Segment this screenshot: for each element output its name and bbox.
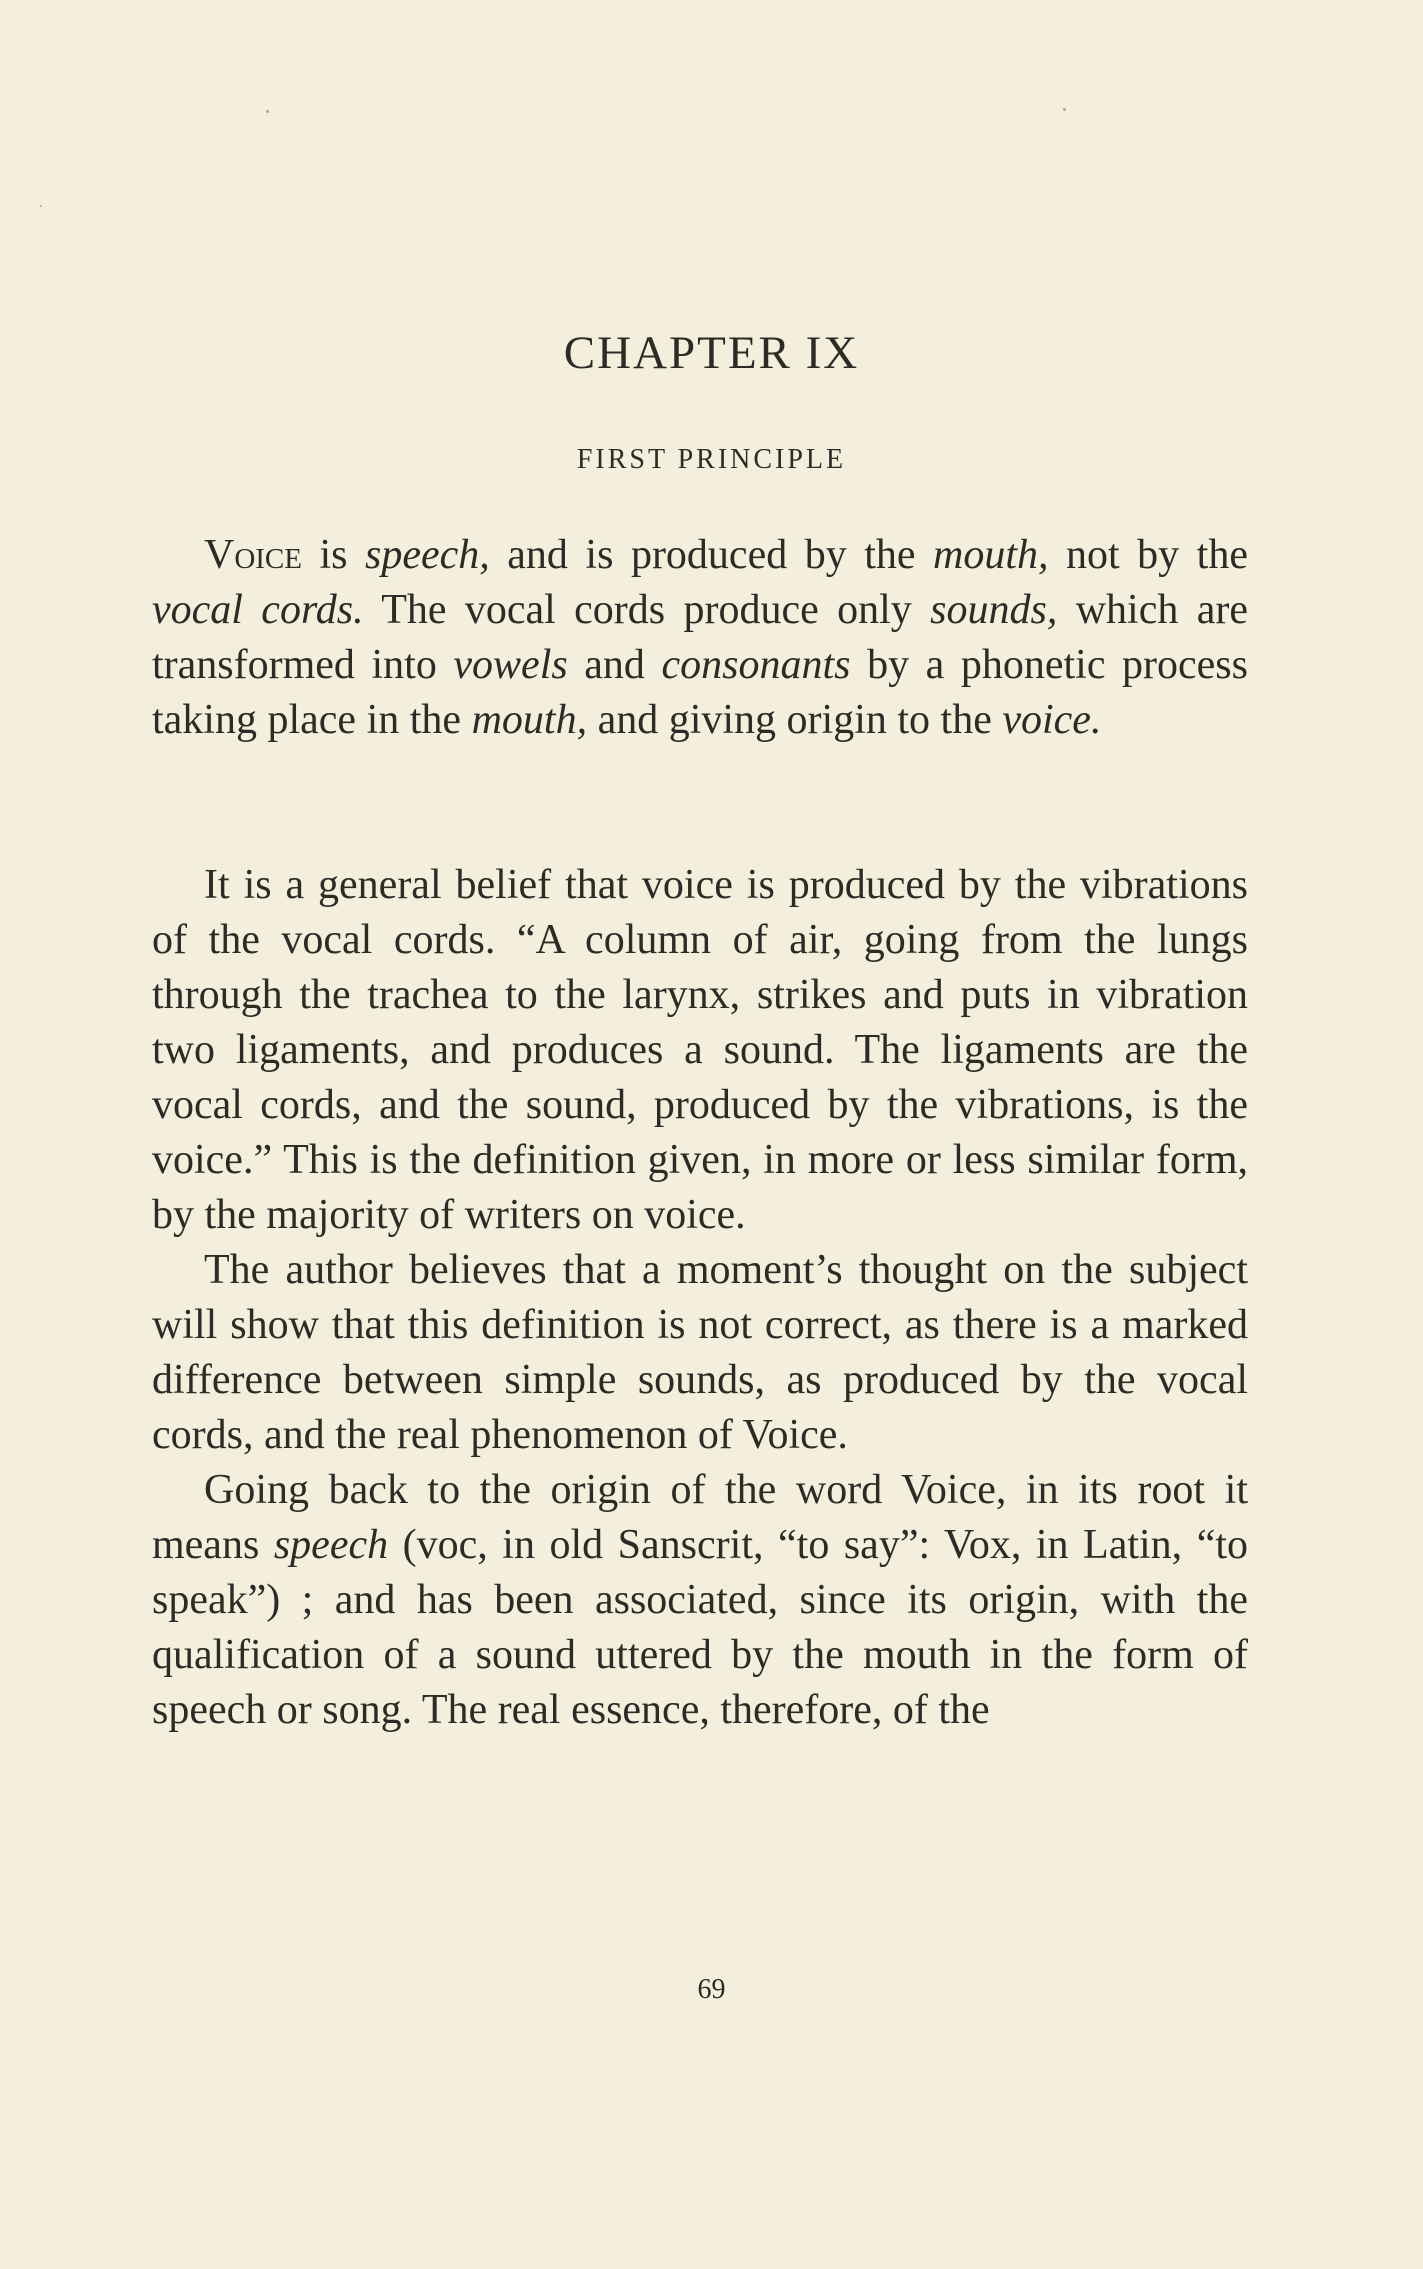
italic-run: speech,: [365, 532, 490, 578]
italic-run: speech: [273, 1522, 389, 1568]
italic-run: vocal cords.: [152, 587, 364, 633]
paper-speck: [40, 205, 42, 207]
body-paragraph-2: The author believes that a moment’s thought on the subject will show that this definition is not correct, as there is a marked difference between simple sounds, as produced by the vocal cords, and the real phenomenon of Voice.: [152, 1247, 1248, 1458]
text-run: and giving origin to the: [587, 697, 1003, 743]
text-run: (voc, in old Sanscrit, “to say”: Vox, in Latin, “to speak”) ; and has been associated, since its origin, with the qualification of a sound uttered by the mouth in the form of speech or song. The real essence, therefore, of the: [152, 1522, 1249, 1733]
lead-word: Voice: [204, 532, 302, 578]
italic-run: sounds,: [930, 587, 1058, 633]
italic-run: vowels: [453, 642, 568, 688]
section-title: FIRST PRINCIPLE: [576, 444, 847, 475]
text-run: Going back to the origin of the word Voice, in its root it means: [152, 1467, 1248, 1568]
text-run: which are transformed into: [152, 587, 1248, 688]
text-run: and: [567, 642, 662, 688]
paper-speck: [1063, 108, 1066, 111]
text-run: and is produced by the: [489, 532, 934, 578]
body-text: [152, 858, 1248, 1738]
body-paragraph-1: It is a general belief that voice is produced by the vibrations of the vocal cords. “A column of air, going from the lungs through the trachea to the larynx, strikes and puts in vibration two ligaments, and produces a sound. The ligaments are the vocal cords, and the sound, produced by the vibrations, is the voice.” This is the definition given, in more or less similar form, by the majority of writers on voice.: [152, 862, 1248, 1238]
text-run: by a phonetic process taking place in the: [152, 642, 1248, 743]
text-run: is: [302, 532, 366, 578]
italic-run: mouth,: [471, 697, 588, 743]
paper-speck: [266, 110, 269, 113]
text-run: The vocal cords produce only: [363, 587, 931, 633]
lead-paragraph-block: [152, 528, 1248, 748]
body-paragraph-3: [152, 1463, 1248, 1738]
page-number: 69: [697, 1974, 726, 2005]
italic-run: voice.: [1002, 697, 1102, 743]
lead-paragraph: [152, 528, 1248, 748]
chapter-title: CHAPTER IX: [563, 327, 860, 379]
text-run: not by the: [1048, 532, 1248, 578]
italic-run: mouth,: [933, 532, 1049, 578]
italic-run: consonants: [661, 642, 851, 688]
